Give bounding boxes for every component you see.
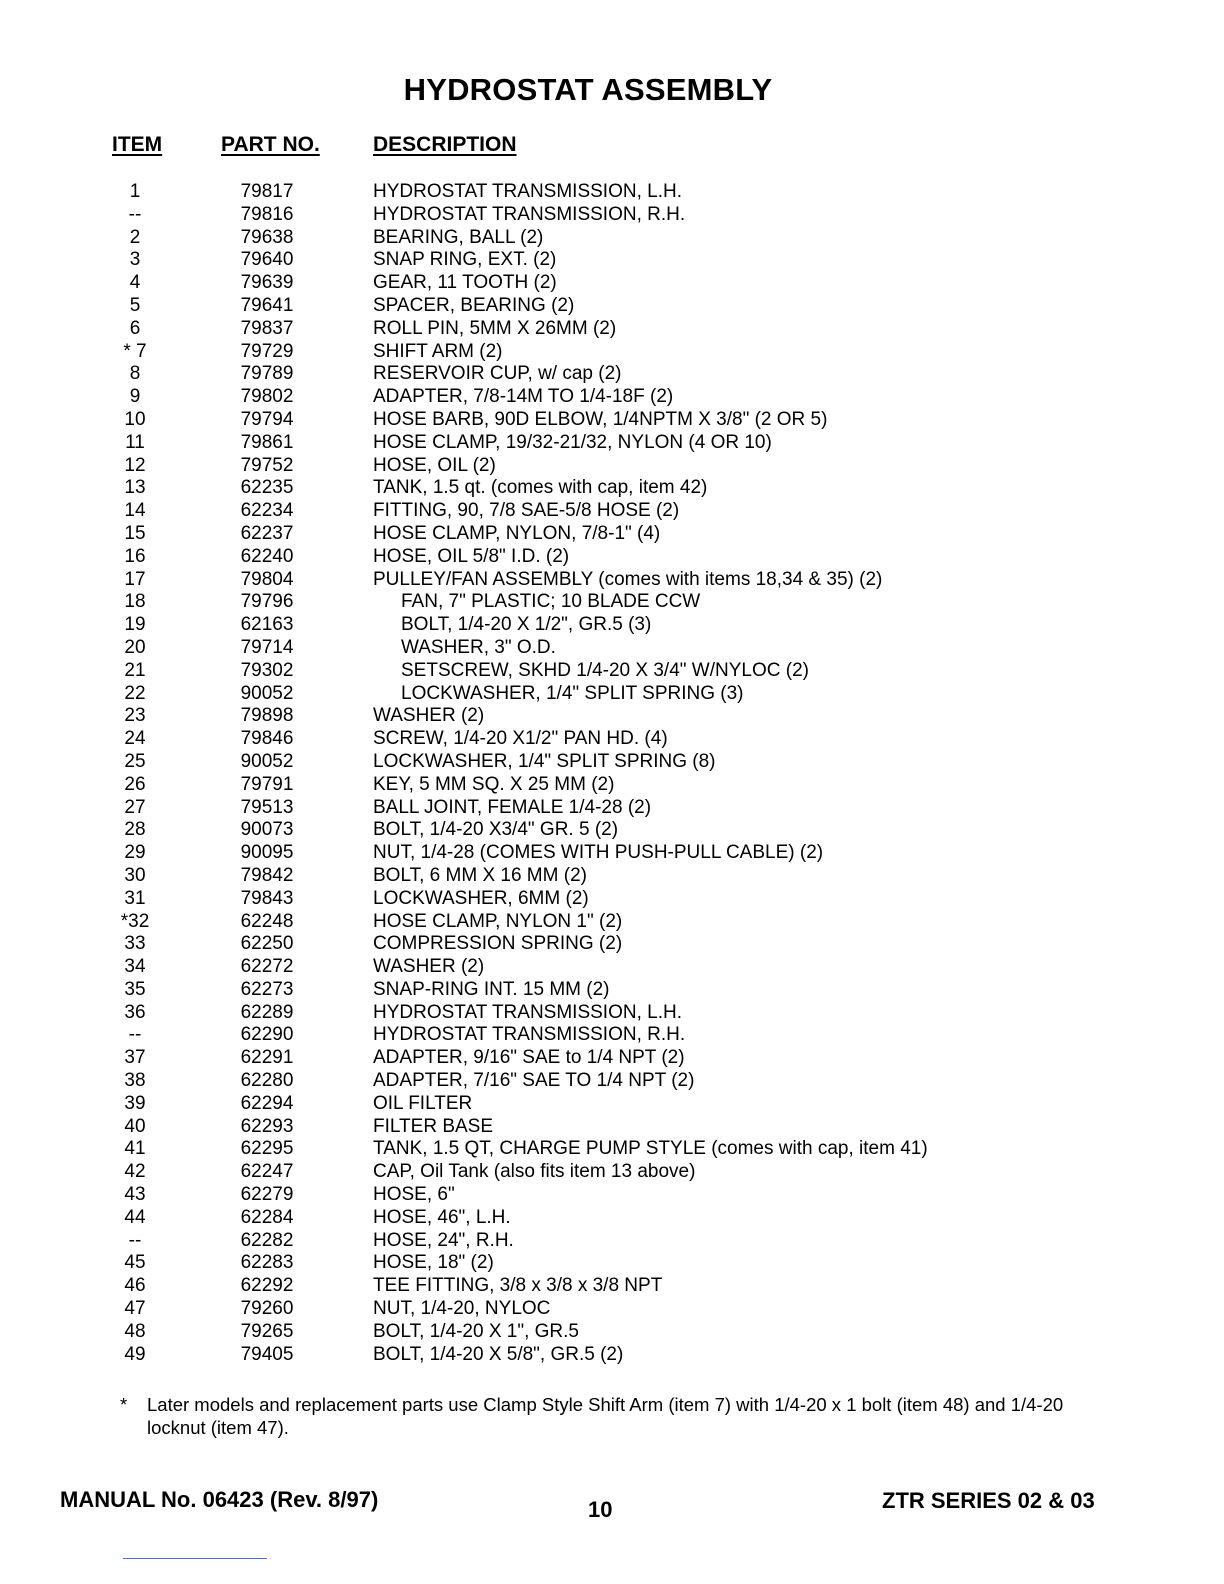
part-description: WASHER (2) — [373, 956, 485, 978]
table-row — [0, 204, 1224, 227]
table-row — [0, 1252, 1224, 1275]
table-row — [0, 1093, 1224, 1116]
part-number: 79641 — [240, 294, 294, 316]
column-header-part-no: PART NO. — [221, 133, 320, 156]
item-number: 35 — [124, 978, 146, 1000]
item-number: 16 — [124, 545, 146, 567]
part-number: 79837 — [240, 317, 294, 339]
item-number: 17 — [124, 568, 146, 590]
part-number: 62291 — [240, 1047, 294, 1069]
part-description: HYDROSTAT TRANSMISSION, R.H. — [373, 203, 686, 225]
part-number: 62284 — [240, 1206, 294, 1228]
item-number: 25 — [124, 750, 146, 772]
column-header-item: ITEM — [112, 133, 163, 156]
part-description: PULLEY/FAN ASSEMBLY (comes with items 18,34 & 35) (2) — [373, 568, 883, 590]
item-number: 46 — [124, 1275, 146, 1297]
table-row — [0, 181, 1224, 204]
item-number: 15 — [124, 522, 146, 544]
footnote-asterisk: * — [120, 1394, 128, 1415]
part-number: 79405 — [240, 1343, 294, 1365]
item-number: 2 — [129, 226, 141, 248]
part-number: 90052 — [240, 682, 294, 704]
part-description: GEAR, 11 TOOTH (2) — [373, 272, 557, 294]
item-number: 42 — [124, 1161, 146, 1183]
part-number: 79804 — [240, 568, 294, 590]
table-row — [0, 614, 1224, 637]
part-description: HOSE, 24", R.H. — [373, 1229, 514, 1251]
table-row — [0, 751, 1224, 774]
item-number: 13 — [124, 477, 146, 499]
item-number: *32 — [120, 910, 150, 932]
part-description: LOCKWASHER, 1/4" SPLIT SPRING (8) — [373, 750, 716, 772]
item-number: 8 — [129, 363, 141, 385]
table-row — [0, 1024, 1224, 1047]
part-number: 79802 — [240, 386, 294, 408]
part-description: FITTING, 90, 7/8 SAE-5/8 HOSE (2) — [373, 500, 680, 522]
part-number: 79816 — [240, 203, 294, 225]
part-number: 62294 — [240, 1092, 294, 1114]
part-number: 62272 — [240, 956, 294, 978]
part-description: WASHER, 3" O.D. — [401, 636, 556, 658]
item-number: 12 — [124, 454, 146, 476]
item-number: 3 — [129, 249, 141, 271]
manual-number: MANUAL No. 06423 (Rev. 8/97) — [60, 1487, 379, 1512]
part-number: 62235 — [240, 477, 294, 499]
table-row — [0, 1002, 1224, 1025]
part-description: TANK, 1.5 QT, CHARGE PUMP STYLE (comes with cap, item 41) — [373, 1138, 928, 1160]
table-row — [0, 933, 1224, 956]
part-description: HOSE CLAMP, 19/32-21/32, NYLON (4 OR 10) — [373, 431, 772, 453]
part-description: HOSE CLAMP, NYLON 1" (2) — [373, 910, 623, 932]
table-row — [0, 591, 1224, 614]
table-row — [0, 341, 1224, 364]
table-row — [0, 409, 1224, 432]
item-number: 37 — [124, 1047, 146, 1069]
part-description: HOSE, OIL (2) — [373, 454, 496, 476]
table-row — [0, 705, 1224, 728]
part-description: ADAPTER, 7/8-14M TO 1/4-18F (2) — [373, 386, 674, 408]
part-number: 79843 — [240, 887, 294, 909]
part-number: 79260 — [240, 1298, 294, 1320]
item-number: 11 — [125, 431, 145, 453]
item-number: 27 — [124, 796, 146, 818]
item-number: 49 — [124, 1343, 146, 1365]
item-number: 14 — [124, 500, 146, 522]
table-row — [0, 888, 1224, 911]
part-number: 90073 — [240, 819, 294, 841]
table-row — [0, 1321, 1224, 1344]
part-number: 62273 — [240, 978, 294, 1000]
part-description: BEARING, BALL (2) — [373, 226, 544, 248]
item-number: 19 — [124, 614, 146, 636]
item-number: 31 — [124, 887, 146, 909]
item-number: 9 — [129, 386, 141, 408]
item-number: 39 — [124, 1092, 146, 1114]
part-description: TANK, 1.5 qt. (comes with cap, item 42) — [373, 477, 708, 499]
part-number: 62250 — [240, 933, 294, 955]
item-number: 41 — [124, 1138, 146, 1160]
part-number: 90052 — [240, 750, 294, 772]
part-description: SNAP-RING INT. 15 MM (2) — [373, 978, 610, 1000]
footnote-text: Later models and replacement parts use Clamp Style Shift Arm (item 7) with 1/4-20 x 1 bolt (item 48) and 1/4-20 locknut (item 47). — [147, 1394, 1064, 1438]
part-number: 79638 — [240, 226, 294, 248]
part-number: 62240 — [240, 545, 294, 567]
table-row — [0, 1138, 1224, 1161]
part-description: BOLT, 1/4-20 X3/4" GR. 5 (2) — [373, 819, 619, 841]
item-number: 24 — [124, 728, 146, 750]
table-row — [0, 249, 1224, 272]
item-number: 6 — [129, 317, 141, 339]
part-number: 79796 — [240, 591, 294, 613]
table-row — [0, 432, 1224, 455]
part-number: 79898 — [240, 705, 294, 727]
table-row — [0, 637, 1224, 660]
item-number: 48 — [124, 1320, 146, 1342]
part-number: 62279 — [240, 1184, 294, 1206]
part-number: 62283 — [240, 1252, 294, 1274]
part-description: BOLT, 1/4-20 X 1/2", GR.5 (3) — [401, 614, 652, 636]
table-row — [0, 911, 1224, 934]
item-number: -- — [128, 203, 142, 225]
table-row — [0, 842, 1224, 865]
part-description: RESERVOIR CUP, w/ cap (2) — [373, 363, 622, 385]
part-description: HYDROSTAT TRANSMISSION, L.H. — [373, 181, 682, 202]
item-number: 23 — [124, 705, 146, 727]
table-row — [0, 1047, 1224, 1070]
series-label: ZTR SERIES 02 & 03 — [882, 1488, 1095, 1513]
table-row — [0, 227, 1224, 250]
part-number: 90095 — [240, 842, 294, 864]
part-number: 79640 — [240, 249, 294, 271]
table-row — [0, 1344, 1224, 1367]
table-row — [0, 1070, 1224, 1093]
part-description: HOSE BARB, 90D ELBOW, 1/4NPTM X 3/8" (2 OR 5) — [373, 408, 828, 430]
part-number: 62282 — [240, 1229, 294, 1251]
part-description: LOCKWASHER, 1/4" SPLIT SPRING (3) — [401, 682, 744, 704]
table-row — [0, 1161, 1224, 1184]
table-row — [0, 956, 1224, 979]
part-description: NUT, 1/4-28 (COMES WITH PUSH-PULL CABLE) (2) — [373, 842, 824, 864]
table-row — [0, 546, 1224, 569]
table-row — [0, 500, 1224, 523]
part-number: 62163 — [240, 614, 294, 636]
item-number: 26 — [124, 773, 146, 795]
table-row — [0, 295, 1224, 318]
part-description: NUT, 1/4-20, NYLOC — [373, 1298, 551, 1320]
part-number: 79794 — [240, 408, 294, 430]
table-row — [0, 979, 1224, 1002]
part-number: 62293 — [240, 1115, 294, 1137]
table-row — [0, 318, 1224, 341]
part-description: HOSE, OIL 5/8" I.D. (2) — [373, 545, 570, 567]
item-number: 10 — [124, 408, 146, 430]
part-description: HOSE, 6" — [373, 1184, 455, 1206]
part-description: HOSE, 46", L.H. — [373, 1206, 511, 1228]
table-row — [0, 1184, 1224, 1207]
part-description: KEY, 5 MM SQ. X 25 MM (2) — [373, 773, 615, 795]
item-number: -- — [128, 1229, 142, 1251]
table-row — [0, 455, 1224, 478]
part-description: COMPRESSION SPRING (2) — [373, 933, 623, 955]
part-number: 79789 — [240, 363, 294, 385]
table-row — [0, 819, 1224, 842]
item-number: 43 — [124, 1184, 146, 1206]
table-row — [0, 1298, 1224, 1321]
part-description: ADAPTER, 9/16" SAE to 1/4 NPT (2) — [373, 1047, 685, 1069]
part-number: 79846 — [240, 728, 294, 750]
part-description: BALL JOINT, FEMALE 1/4-28 (2) — [373, 796, 652, 818]
table-row — [0, 386, 1224, 409]
page-number: 10 — [588, 1497, 613, 1522]
table-row — [0, 683, 1224, 706]
part-description: SPACER, BEARING (2) — [373, 294, 575, 316]
item-number: 47 — [124, 1298, 146, 1320]
table-row — [0, 797, 1224, 820]
item-number: 21 — [124, 659, 146, 681]
part-description: LOCKWASHER, 6MM (2) — [373, 887, 589, 909]
part-description: HOSE CLAMP, NYLON, 7/8-1" (4) — [373, 522, 661, 544]
part-number: 79639 — [240, 272, 294, 294]
part-description: ROLL PIN, 5MM X 26MM (2) — [373, 317, 617, 339]
item-number: 34 — [124, 956, 146, 978]
part-description: FILTER BASE — [373, 1115, 494, 1137]
item-number: 1 — [129, 181, 141, 202]
part-description: SETSCREW, SKHD 1/4-20 X 3/4" W/NYLOC (2) — [401, 659, 809, 681]
part-number: 79861 — [240, 431, 294, 453]
part-description: SCREW, 1/4-20 X1/2" PAN HD. (4) — [373, 728, 668, 750]
part-number: 79513 — [240, 796, 294, 818]
item-number: -- — [128, 1024, 142, 1046]
part-number: 62292 — [240, 1275, 294, 1297]
table-row — [0, 865, 1224, 888]
part-number: 79752 — [240, 454, 294, 476]
part-description: WASHER (2) — [373, 705, 485, 727]
part-description: ADAPTER, 7/16" SAE TO 1/4 NPT (2) — [373, 1070, 695, 1092]
part-description: HOSE, 18" (2) — [373, 1252, 494, 1274]
column-header-description: DESCRIPTION — [373, 133, 517, 156]
item-number: * 7 — [123, 340, 147, 362]
item-number: 4 — [129, 272, 141, 294]
item-number: 40 — [124, 1115, 146, 1137]
part-number: 62234 — [240, 500, 294, 522]
table-row — [0, 569, 1224, 592]
part-description: FAN, 7" PLASTIC; 10 BLADE CCW — [401, 591, 701, 613]
part-number: 79265 — [240, 1320, 294, 1342]
item-number: 30 — [124, 864, 146, 886]
part-number: 62289 — [240, 1001, 294, 1023]
item-number: 28 — [124, 819, 146, 841]
part-number: 62295 — [240, 1138, 294, 1160]
part-description: HYDROSTAT TRANSMISSION, L.H. — [373, 1001, 682, 1023]
table-row — [0, 1275, 1224, 1298]
table-row — [0, 660, 1224, 683]
part-number: 62290 — [240, 1024, 294, 1046]
table-row — [0, 477, 1224, 500]
part-description: OIL FILTER — [373, 1092, 473, 1114]
bottom-rule — [123, 1558, 267, 1559]
parts-list — [0, 181, 1224, 1366]
part-description: HYDROSTAT TRANSMISSION, R.H. — [373, 1024, 686, 1046]
table-row — [0, 363, 1224, 386]
table-row — [0, 774, 1224, 797]
table-row — [0, 1230, 1224, 1253]
part-number: 79729 — [240, 340, 294, 362]
table-row — [0, 523, 1224, 546]
item-number: 20 — [124, 636, 146, 658]
part-description: CAP, Oil Tank (also fits item 13 above) — [373, 1161, 696, 1183]
table-row — [0, 1116, 1224, 1139]
part-description: SNAP RING, EXT. (2) — [373, 249, 557, 271]
part-description: BOLT, 6 MM X 16 MM (2) — [373, 864, 587, 886]
part-description: BOLT, 1/4-20 X 5/8", GR.5 (2) — [373, 1343, 624, 1365]
table-row — [0, 1207, 1224, 1230]
table-row — [0, 272, 1224, 295]
table-row — [0, 728, 1224, 751]
footnote — [120, 1393, 1100, 1439]
part-number: 62248 — [240, 910, 294, 932]
part-description: BOLT, 1/4-20 X 1", GR.5 — [373, 1320, 579, 1342]
item-number: 38 — [124, 1070, 146, 1092]
part-number: 79714 — [240, 636, 294, 658]
item-number: 22 — [124, 682, 146, 704]
part-number: 79842 — [240, 864, 294, 886]
item-number: 33 — [124, 933, 146, 955]
part-number: 62280 — [240, 1070, 294, 1092]
item-number: 45 — [124, 1252, 146, 1274]
page-title: HYDROSTAT ASSEMBLY — [403, 72, 773, 107]
part-number: 62237 — [240, 522, 294, 544]
part-number: 79817 — [240, 181, 294, 202]
part-description: TEE FITTING, 3/8 x 3/8 x 3/8 NPT — [373, 1275, 663, 1297]
item-number: 44 — [124, 1206, 146, 1228]
item-number: 36 — [124, 1001, 146, 1023]
item-number: 5 — [129, 294, 141, 316]
part-number: 62247 — [240, 1161, 294, 1183]
item-number: 18 — [124, 591, 146, 613]
part-number: 79791 — [240, 773, 294, 795]
part-description: SHIFT ARM (2) — [373, 340, 503, 362]
part-number: 79302 — [240, 659, 294, 681]
item-number: 29 — [124, 842, 146, 864]
